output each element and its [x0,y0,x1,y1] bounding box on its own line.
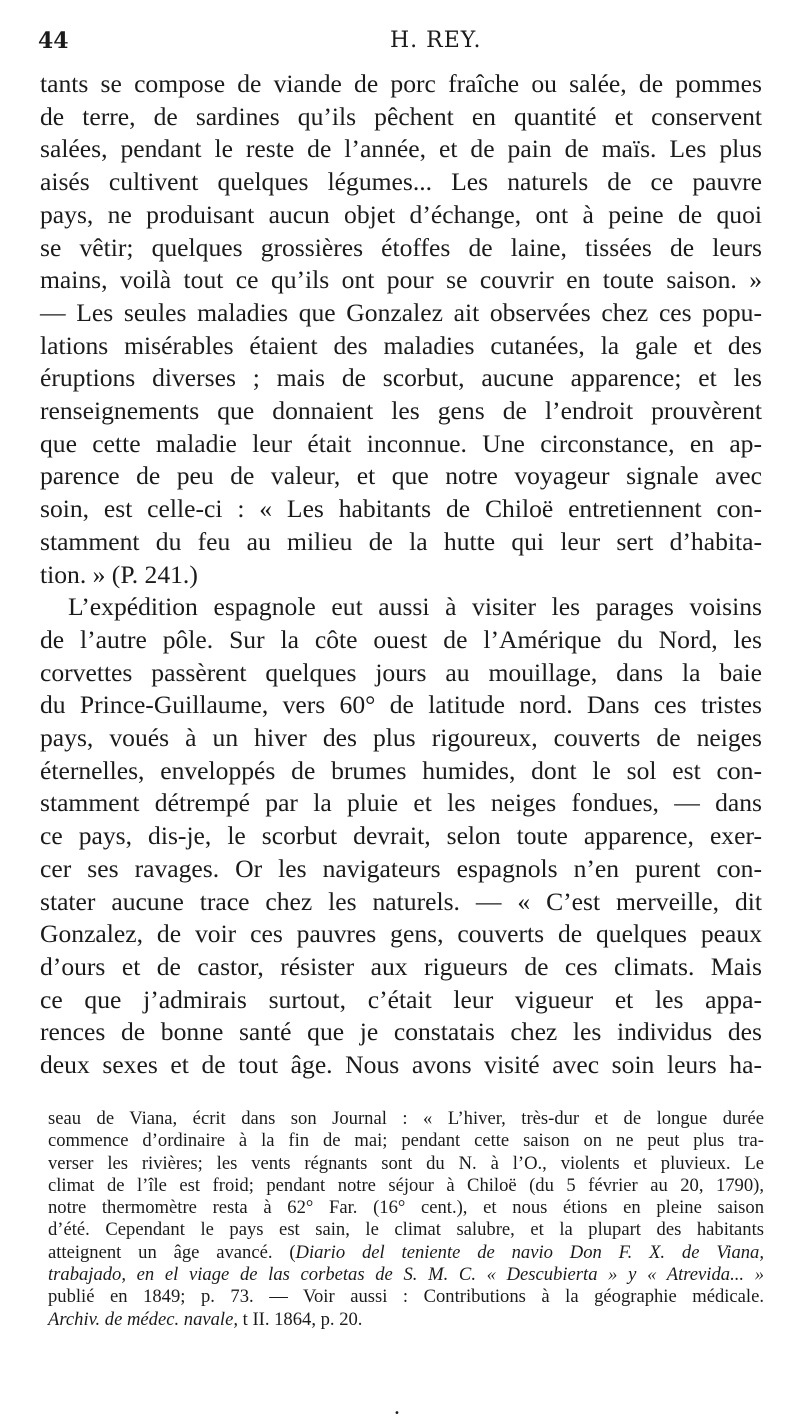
text-line: ce que j’admirais surtout, c’était leur vigueur et les appa- [40,984,762,1014]
footnote-citation-title: Diario del teniente de navio Don F. X. de Viana, [295,1241,765,1263]
page-number: 44 [38,28,69,54]
running-head: H. REY. [390,28,482,53]
text-line: stamment détrempé par la pluie et les neiges fondues, — dans [40,788,762,818]
text-line: ce pays, dis-je, le scorbut devrait, selon toute apparence, exer- [40,821,762,851]
footnote-line: verser les rivières; les vents régnants sont du N. à l’O., violents et pluvieux. Le [48,1152,764,1174]
text-line: corvettes passèrent quelques jours au mouillage, dans la baie [40,657,762,687]
bottom-ornament: • [394,1408,400,1419]
page-header [38,28,768,62]
text-line: se vêtir; quelques grossières étoffes de laine, tissées de leurs [40,232,762,262]
text-line: deux sexes et de tout âge. Nous avons visité avec soin leurs ha- [40,1050,762,1080]
text-line: — Les seules maladies que Gonzalez ait observées chez ces popu- [40,297,762,327]
footnote-line [48,1242,764,1264]
text-line: tion. » (P. 241.) [40,559,198,589]
text-line: stater aucune trace chez les naturels. — « C’est merveille, dit [40,886,762,916]
main-text [40,68,762,1082]
text-line: salées, pendant le reste de l’année, et de pain de maïs. Les plus [40,134,762,164]
text-line: du Prince-Guillaume, vers 60° de latitude nord. Dans ces tristes [40,690,762,720]
footnote-line: trabajado, en el viage de las corbetas de S. M. C. « Descubierta » y « Atrevida... » [48,1264,764,1286]
text-line: rences de bonne santé que je constatais chez les individus des [40,1017,762,1047]
footnote-text: t II. 1864, p. 20. [237,1308,363,1330]
paragraph-start-line: L’expédition espagnole eut aussi à visiter les parages voisins [68,592,762,622]
footnote-line: commence d’ordinaire à la fin de mai; pendant cette saison on ne peut plus tra- [48,1130,764,1152]
text-line: de terre, de sardines qu’ils pêchent en quantité et conservent [40,101,762,131]
footnote-line: publié en 1849; p. 73. — Voir aussi : Contributions à la géographie médicale. [48,1286,764,1308]
footnote [48,1108,764,1331]
text-line: parence de peu de valeur, et que notre voyageur signale avec [40,461,762,491]
text-line: que cette maladie leur était inconnue. Une circonstance, en ap- [40,428,762,458]
text-line: mains, voilà tout ce qu’ils ont pour se couvrir en toute saison. » [40,265,762,295]
footnote-line: notre thermomètre resta à 62° Far. (16° cent.), et nous étions en pleine saison [48,1197,764,1219]
text-line: tants se compose de viande de porc fraîche ou salée, de pommes [40,69,762,98]
footnote-journal-title: Archiv. de médec. navale, [48,1308,238,1330]
footnote-text: atteignent un âge avancé. ( [48,1241,296,1263]
text-line: pays, voués à un hiver des plus rigoureux, couverts de neiges [40,723,762,753]
footnote-line: d’été. Cependant le pays est sain, le climat salubre, et la plupart des habitants [48,1219,764,1241]
text-line: lations misérables étaient des maladies cutanées, la gale et des [40,330,762,360]
text-line: cer ses ravages. Or les navigateurs espagnols n’en purent con- [40,853,762,883]
text-line: Gonzalez, de voir ces pauvres gens, couverts de quelques peaux [40,919,762,949]
text-line: aisés cultivent quelques légumes... Les naturels de ce pauvre [40,167,762,197]
text-line: pays, ne produisant aucun objet d’échange, ont à peine de quoi [40,199,762,229]
text-line: stamment du feu au milieu de la hutte qui leur sert d’habita- [40,526,762,556]
footnote-line: climat de l’île est froid; pendant notre séjour à Chiloë (du 5 février au 20, 1790), [48,1174,764,1196]
text-line: d’ours et de castor, résister aux rigueurs de ces climats. Mais [40,951,762,981]
text-line: soin, est celle-ci : « Les habitants de Chiloë entretiennent con- [40,494,762,524]
footnote-line [48,1309,764,1331]
text-line: renseignements que donnaient les gens de l’endroit prouvèrent [40,396,762,426]
footnote-line: seau de Viana, écrit dans son Journal : « L’hiver, très-dur et de longue durée [48,1108,764,1129]
text-line: éternelles, enveloppés de brumes humides, dont le sol est con- [40,755,762,785]
text-line: de l’autre pôle. Sur la côte ouest de l’Amérique du Nord, les [40,624,762,654]
text-line: éruptions diverses ; mais de scorbut, aucune apparence; et les [40,363,762,393]
